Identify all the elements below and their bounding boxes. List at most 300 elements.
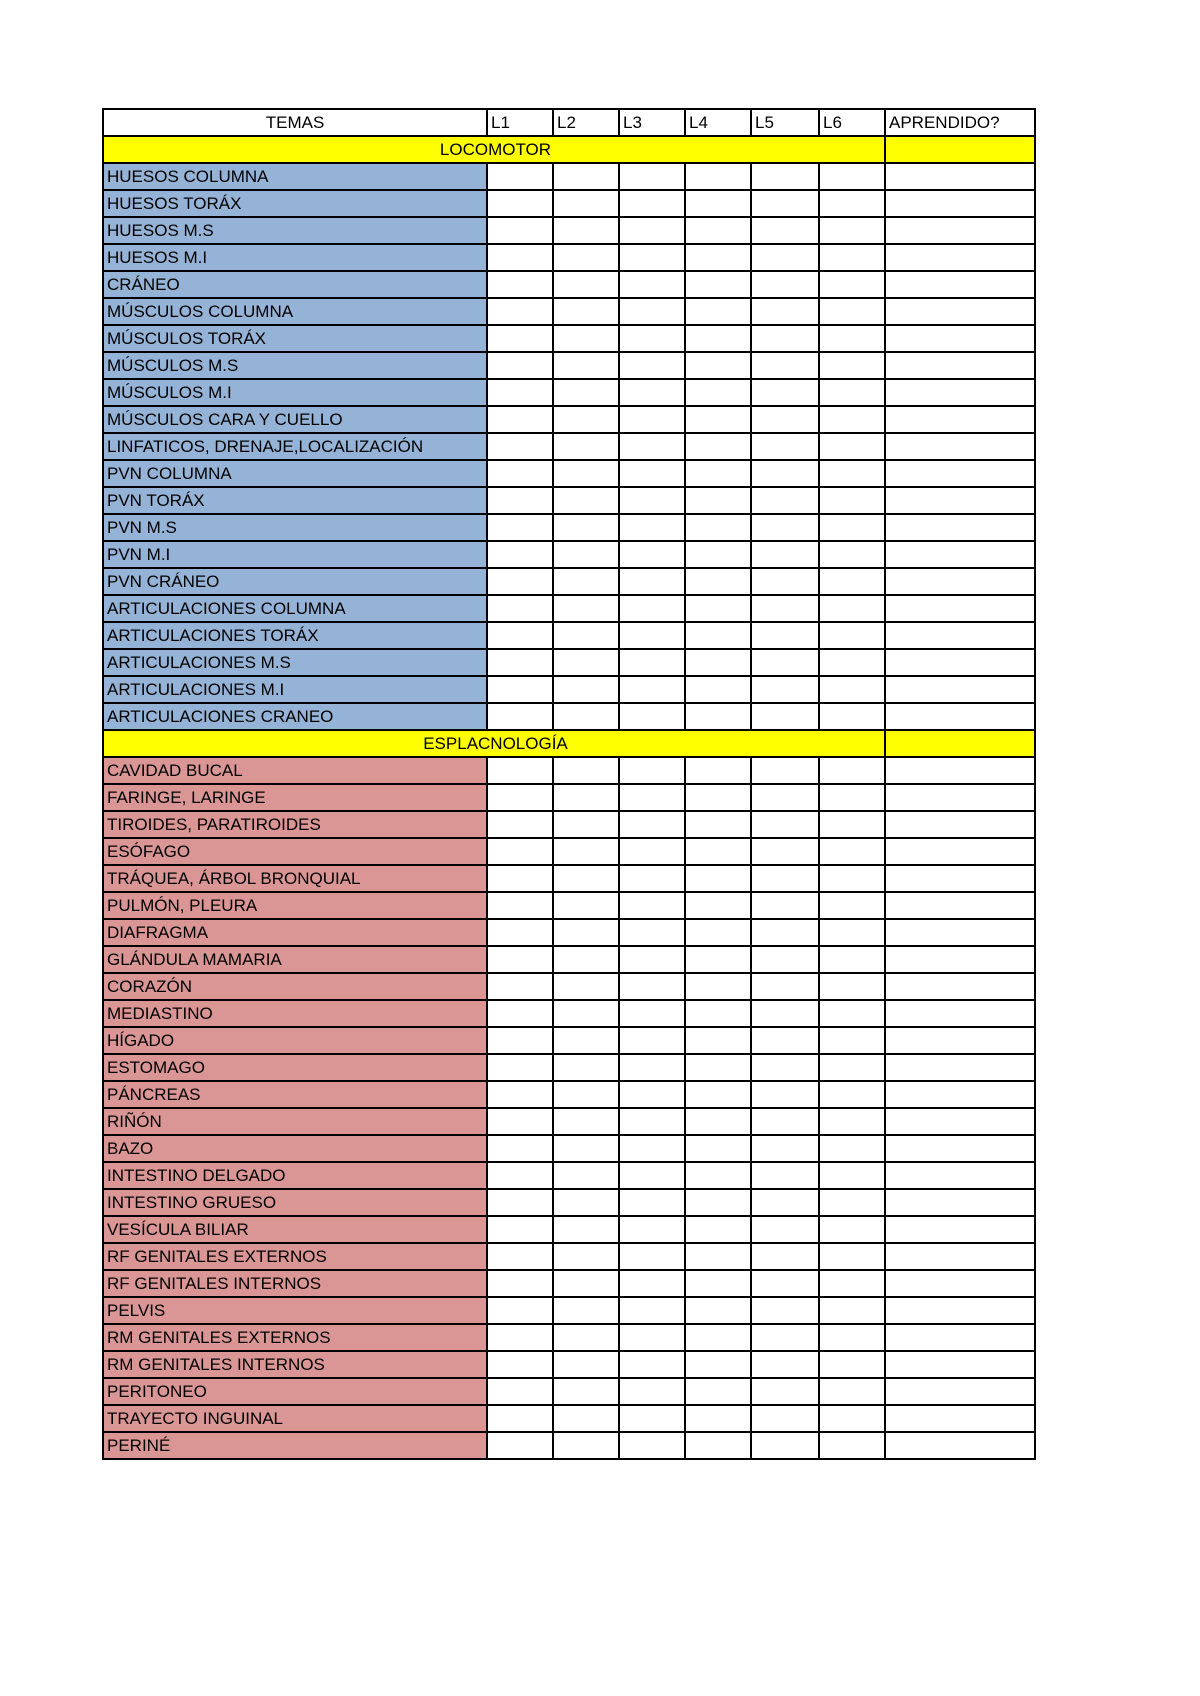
level-1-cell[interactable] <box>487 838 553 865</box>
level-2-cell[interactable] <box>553 784 619 811</box>
level-4-cell[interactable] <box>685 757 751 784</box>
level-1-cell[interactable] <box>487 217 553 244</box>
level-5-cell[interactable] <box>751 1162 819 1189</box>
level-3-cell[interactable] <box>619 1351 685 1378</box>
level-2-cell[interactable] <box>553 1351 619 1378</box>
level-3-cell[interactable] <box>619 568 685 595</box>
level-6-cell[interactable] <box>819 1108 885 1135</box>
level-3-cell[interactable] <box>619 1054 685 1081</box>
aprendido-cell[interactable] <box>885 1324 1035 1351</box>
aprendido-cell[interactable] <box>885 676 1035 703</box>
level-6-cell[interactable] <box>819 568 885 595</box>
level-3-cell[interactable] <box>619 217 685 244</box>
level-1-cell[interactable] <box>487 865 553 892</box>
level-6-cell[interactable] <box>819 1135 885 1162</box>
level-5-cell[interactable] <box>751 1135 819 1162</box>
level-2-cell[interactable] <box>553 865 619 892</box>
level-5-cell[interactable] <box>751 1216 819 1243</box>
level-5-cell[interactable] <box>751 676 819 703</box>
level-6-cell[interactable] <box>819 676 885 703</box>
aprendido-cell[interactable] <box>885 919 1035 946</box>
level-5-cell[interactable] <box>751 1324 819 1351</box>
level-1-cell[interactable] <box>487 1054 553 1081</box>
level-6-cell[interactable] <box>819 352 885 379</box>
aprendido-cell[interactable] <box>885 406 1035 433</box>
aprendido-cell[interactable] <box>885 1027 1035 1054</box>
level-1-cell[interactable] <box>487 271 553 298</box>
level-5-cell[interactable] <box>751 1000 819 1027</box>
level-5-cell[interactable] <box>751 703 819 730</box>
level-6-cell[interactable] <box>819 946 885 973</box>
level-6-cell[interactable] <box>819 487 885 514</box>
level-3-cell[interactable] <box>619 514 685 541</box>
level-4-cell[interactable] <box>685 1270 751 1297</box>
level-6-cell[interactable] <box>819 865 885 892</box>
aprendido-cell[interactable] <box>885 946 1035 973</box>
level-3-cell[interactable] <box>619 1270 685 1297</box>
level-6-cell[interactable] <box>819 1324 885 1351</box>
level-6-cell[interactable] <box>819 460 885 487</box>
level-3-cell[interactable] <box>619 946 685 973</box>
level-2-cell[interactable] <box>553 946 619 973</box>
level-2-cell[interactable] <box>553 244 619 271</box>
aprendido-cell[interactable] <box>885 973 1035 1000</box>
level-1-cell[interactable] <box>487 163 553 190</box>
aprendido-cell[interactable] <box>885 163 1035 190</box>
level-3-cell[interactable] <box>619 1000 685 1027</box>
level-1-cell[interactable] <box>487 622 553 649</box>
aprendido-cell[interactable] <box>885 352 1035 379</box>
level-6-cell[interactable] <box>819 919 885 946</box>
level-4-cell[interactable] <box>685 379 751 406</box>
aprendido-cell[interactable] <box>885 541 1035 568</box>
aprendido-cell[interactable] <box>885 865 1035 892</box>
level-2-cell[interactable] <box>553 1081 619 1108</box>
level-1-cell[interactable] <box>487 1378 553 1405</box>
level-4-cell[interactable] <box>685 703 751 730</box>
level-5-cell[interactable] <box>751 973 819 1000</box>
level-1-cell[interactable] <box>487 406 553 433</box>
level-1-cell[interactable] <box>487 1108 553 1135</box>
level-5-cell[interactable] <box>751 379 819 406</box>
level-5-cell[interactable] <box>751 163 819 190</box>
level-5-cell[interactable] <box>751 892 819 919</box>
level-4-cell[interactable] <box>685 784 751 811</box>
level-6-cell[interactable] <box>819 1000 885 1027</box>
level-4-cell[interactable] <box>685 1108 751 1135</box>
level-3-cell[interactable] <box>619 757 685 784</box>
level-4-cell[interactable] <box>685 460 751 487</box>
aprendido-cell[interactable] <box>885 217 1035 244</box>
aprendido-cell[interactable] <box>885 460 1035 487</box>
level-3-cell[interactable] <box>619 163 685 190</box>
level-2-cell[interactable] <box>553 1108 619 1135</box>
level-4-cell[interactable] <box>685 190 751 217</box>
level-2-cell[interactable] <box>553 487 619 514</box>
level-3-cell[interactable] <box>619 298 685 325</box>
level-1-cell[interactable] <box>487 946 553 973</box>
level-3-cell[interactable] <box>619 622 685 649</box>
level-6-cell[interactable] <box>819 217 885 244</box>
level-5-cell[interactable] <box>751 649 819 676</box>
level-3-cell[interactable] <box>619 1297 685 1324</box>
level-1-cell[interactable] <box>487 460 553 487</box>
level-4-cell[interactable] <box>685 406 751 433</box>
aprendido-cell[interactable] <box>885 487 1035 514</box>
level-2-cell[interactable] <box>553 1297 619 1324</box>
level-2-cell[interactable] <box>553 892 619 919</box>
level-3-cell[interactable] <box>619 892 685 919</box>
level-1-cell[interactable] <box>487 1135 553 1162</box>
level-1-cell[interactable] <box>487 1000 553 1027</box>
level-6-cell[interactable] <box>819 325 885 352</box>
level-3-cell[interactable] <box>619 1432 685 1459</box>
level-6-cell[interactable] <box>819 892 885 919</box>
level-4-cell[interactable] <box>685 1378 751 1405</box>
level-5-cell[interactable] <box>751 190 819 217</box>
level-5-cell[interactable] <box>751 433 819 460</box>
level-1-cell[interactable] <box>487 973 553 1000</box>
level-4-cell[interactable] <box>685 1351 751 1378</box>
level-1-cell[interactable] <box>487 379 553 406</box>
level-1-cell[interactable] <box>487 892 553 919</box>
level-3-cell[interactable] <box>619 784 685 811</box>
level-6-cell[interactable] <box>819 379 885 406</box>
level-1-cell[interactable] <box>487 190 553 217</box>
level-1-cell[interactable] <box>487 487 553 514</box>
level-5-cell[interactable] <box>751 595 819 622</box>
level-2-cell[interactable] <box>553 379 619 406</box>
aprendido-cell[interactable] <box>885 379 1035 406</box>
level-4-cell[interactable] <box>685 1081 751 1108</box>
level-5-cell[interactable] <box>751 1054 819 1081</box>
level-4-cell[interactable] <box>685 946 751 973</box>
level-1-cell[interactable] <box>487 1216 553 1243</box>
level-6-cell[interactable] <box>819 1378 885 1405</box>
aprendido-cell[interactable] <box>885 811 1035 838</box>
level-5-cell[interactable] <box>751 1378 819 1405</box>
level-5-cell[interactable] <box>751 1270 819 1297</box>
level-5-cell[interactable] <box>751 514 819 541</box>
level-5-cell[interactable] <box>751 352 819 379</box>
level-4-cell[interactable] <box>685 1405 751 1432</box>
level-2-cell[interactable] <box>553 406 619 433</box>
level-2-cell[interactable] <box>553 703 619 730</box>
aprendido-cell[interactable] <box>885 1189 1035 1216</box>
aprendido-cell[interactable] <box>885 271 1035 298</box>
level-5-cell[interactable] <box>751 1297 819 1324</box>
level-2-cell[interactable] <box>553 190 619 217</box>
level-5-cell[interactable] <box>751 271 819 298</box>
level-5-cell[interactable] <box>751 865 819 892</box>
level-4-cell[interactable] <box>685 1135 751 1162</box>
level-4-cell[interactable] <box>685 271 751 298</box>
aprendido-cell[interactable] <box>885 1108 1035 1135</box>
level-2-cell[interactable] <box>553 1000 619 1027</box>
aprendido-cell[interactable] <box>885 190 1035 217</box>
level-1-cell[interactable] <box>487 568 553 595</box>
level-6-cell[interactable] <box>819 406 885 433</box>
aprendido-cell[interactable] <box>885 622 1035 649</box>
level-3-cell[interactable] <box>619 838 685 865</box>
level-3-cell[interactable] <box>619 379 685 406</box>
level-4-cell[interactable] <box>685 622 751 649</box>
aprendido-cell[interactable] <box>885 1270 1035 1297</box>
level-1-cell[interactable] <box>487 352 553 379</box>
level-4-cell[interactable] <box>685 676 751 703</box>
level-3-cell[interactable] <box>619 244 685 271</box>
aprendido-cell[interactable] <box>885 1243 1035 1270</box>
level-1-cell[interactable] <box>487 541 553 568</box>
level-3-cell[interactable] <box>619 1324 685 1351</box>
aprendido-cell[interactable] <box>885 1351 1035 1378</box>
aprendido-cell[interactable] <box>885 1378 1035 1405</box>
level-1-cell[interactable] <box>487 649 553 676</box>
level-1-cell[interactable] <box>487 1162 553 1189</box>
level-3-cell[interactable] <box>619 460 685 487</box>
level-5-cell[interactable] <box>751 568 819 595</box>
level-4-cell[interactable] <box>685 325 751 352</box>
level-3-cell[interactable] <box>619 190 685 217</box>
level-3-cell[interactable] <box>619 919 685 946</box>
level-4-cell[interactable] <box>685 1297 751 1324</box>
level-1-cell[interactable] <box>487 595 553 622</box>
level-4-cell[interactable] <box>685 892 751 919</box>
level-5-cell[interactable] <box>751 325 819 352</box>
level-6-cell[interactable] <box>819 1270 885 1297</box>
level-4-cell[interactable] <box>685 1324 751 1351</box>
level-1-cell[interactable] <box>487 1297 553 1324</box>
aprendido-cell[interactable] <box>885 514 1035 541</box>
level-2-cell[interactable] <box>553 757 619 784</box>
level-2-cell[interactable] <box>553 352 619 379</box>
level-1-cell[interactable] <box>487 433 553 460</box>
level-3-cell[interactable] <box>619 1027 685 1054</box>
level-3-cell[interactable] <box>619 811 685 838</box>
level-6-cell[interactable] <box>819 433 885 460</box>
level-6-cell[interactable] <box>819 190 885 217</box>
level-5-cell[interactable] <box>751 622 819 649</box>
level-5-cell[interactable] <box>751 1405 819 1432</box>
level-3-cell[interactable] <box>619 433 685 460</box>
level-6-cell[interactable] <box>819 1351 885 1378</box>
level-5-cell[interactable] <box>751 487 819 514</box>
level-1-cell[interactable] <box>487 919 553 946</box>
level-1-cell[interactable] <box>487 1270 553 1297</box>
level-4-cell[interactable] <box>685 595 751 622</box>
level-4-cell[interactable] <box>685 244 751 271</box>
level-2-cell[interactable] <box>553 1027 619 1054</box>
level-1-cell[interactable] <box>487 1324 553 1351</box>
level-3-cell[interactable] <box>619 973 685 1000</box>
level-4-cell[interactable] <box>685 352 751 379</box>
level-1-cell[interactable] <box>487 1351 553 1378</box>
level-2-cell[interactable] <box>553 1162 619 1189</box>
aprendido-cell[interactable] <box>885 757 1035 784</box>
level-5-cell[interactable] <box>751 1351 819 1378</box>
level-3-cell[interactable] <box>619 1135 685 1162</box>
level-3-cell[interactable] <box>619 1378 685 1405</box>
level-1-cell[interactable] <box>487 1081 553 1108</box>
level-6-cell[interactable] <box>819 244 885 271</box>
level-2-cell[interactable] <box>553 838 619 865</box>
level-2-cell[interactable] <box>553 649 619 676</box>
aprendido-cell[interactable] <box>885 1162 1035 1189</box>
level-3-cell[interactable] <box>619 649 685 676</box>
level-5-cell[interactable] <box>751 946 819 973</box>
level-6-cell[interactable] <box>819 1243 885 1270</box>
level-2-cell[interactable] <box>553 271 619 298</box>
level-1-cell[interactable] <box>487 811 553 838</box>
level-6-cell[interactable] <box>819 757 885 784</box>
level-6-cell[interactable] <box>819 649 885 676</box>
aprendido-cell[interactable] <box>885 1297 1035 1324</box>
level-1-cell[interactable] <box>487 244 553 271</box>
level-6-cell[interactable] <box>819 1432 885 1459</box>
level-5-cell[interactable] <box>751 406 819 433</box>
level-3-cell[interactable] <box>619 1162 685 1189</box>
level-2-cell[interactable] <box>553 1378 619 1405</box>
level-6-cell[interactable] <box>819 1297 885 1324</box>
level-5-cell[interactable] <box>751 460 819 487</box>
level-5-cell[interactable] <box>751 217 819 244</box>
level-3-cell[interactable] <box>619 1405 685 1432</box>
level-2-cell[interactable] <box>553 568 619 595</box>
level-2-cell[interactable] <box>553 1054 619 1081</box>
level-1-cell[interactable] <box>487 1243 553 1270</box>
aprendido-cell[interactable] <box>885 298 1035 325</box>
level-4-cell[interactable] <box>685 514 751 541</box>
level-4-cell[interactable] <box>685 487 751 514</box>
level-2-cell[interactable] <box>553 514 619 541</box>
level-3-cell[interactable] <box>619 865 685 892</box>
level-2-cell[interactable] <box>553 1270 619 1297</box>
level-6-cell[interactable] <box>819 784 885 811</box>
level-2-cell[interactable] <box>553 1216 619 1243</box>
level-2-cell[interactable] <box>553 973 619 1000</box>
level-3-cell[interactable] <box>619 325 685 352</box>
level-1-cell[interactable] <box>487 514 553 541</box>
aprendido-cell[interactable] <box>885 1054 1035 1081</box>
level-5-cell[interactable] <box>751 1243 819 1270</box>
level-6-cell[interactable] <box>819 298 885 325</box>
level-6-cell[interactable] <box>819 622 885 649</box>
level-2-cell[interactable] <box>553 1324 619 1351</box>
aprendido-cell[interactable] <box>885 1432 1035 1459</box>
level-2-cell[interactable] <box>553 1432 619 1459</box>
level-6-cell[interactable] <box>819 1216 885 1243</box>
level-4-cell[interactable] <box>685 568 751 595</box>
aprendido-cell[interactable] <box>885 433 1035 460</box>
level-3-cell[interactable] <box>619 487 685 514</box>
level-4-cell[interactable] <box>685 1243 751 1270</box>
level-6-cell[interactable] <box>819 703 885 730</box>
aprendido-cell[interactable] <box>885 838 1035 865</box>
level-2-cell[interactable] <box>553 1135 619 1162</box>
level-2-cell[interactable] <box>553 676 619 703</box>
level-3-cell[interactable] <box>619 1108 685 1135</box>
aprendido-cell[interactable] <box>885 1135 1035 1162</box>
aprendido-cell[interactable] <box>885 892 1035 919</box>
level-4-cell[interactable] <box>685 838 751 865</box>
level-3-cell[interactable] <box>619 595 685 622</box>
level-2-cell[interactable] <box>553 1405 619 1432</box>
level-4-cell[interactable] <box>685 865 751 892</box>
level-5-cell[interactable] <box>751 1027 819 1054</box>
level-6-cell[interactable] <box>819 1405 885 1432</box>
level-6-cell[interactable] <box>819 973 885 1000</box>
level-6-cell[interactable] <box>819 1054 885 1081</box>
level-4-cell[interactable] <box>685 1027 751 1054</box>
level-3-cell[interactable] <box>619 271 685 298</box>
level-3-cell[interactable] <box>619 1216 685 1243</box>
aprendido-cell[interactable] <box>885 784 1035 811</box>
level-6-cell[interactable] <box>819 541 885 568</box>
level-3-cell[interactable] <box>619 1243 685 1270</box>
aprendido-cell[interactable] <box>885 1405 1035 1432</box>
level-2-cell[interactable] <box>553 541 619 568</box>
level-6-cell[interactable] <box>819 1081 885 1108</box>
level-5-cell[interactable] <box>751 919 819 946</box>
level-2-cell[interactable] <box>553 460 619 487</box>
level-5-cell[interactable] <box>751 541 819 568</box>
level-1-cell[interactable] <box>487 757 553 784</box>
level-5-cell[interactable] <box>751 244 819 271</box>
level-1-cell[interactable] <box>487 1189 553 1216</box>
aprendido-cell[interactable] <box>885 325 1035 352</box>
level-3-cell[interactable] <box>619 541 685 568</box>
level-6-cell[interactable] <box>819 1189 885 1216</box>
level-2-cell[interactable] <box>553 595 619 622</box>
level-6-cell[interactable] <box>819 811 885 838</box>
aprendido-cell[interactable] <box>885 244 1035 271</box>
level-2-cell[interactable] <box>553 163 619 190</box>
level-2-cell[interactable] <box>553 433 619 460</box>
level-5-cell[interactable] <box>751 784 819 811</box>
level-4-cell[interactable] <box>685 1162 751 1189</box>
level-4-cell[interactable] <box>685 973 751 1000</box>
level-6-cell[interactable] <box>819 271 885 298</box>
aprendido-cell[interactable] <box>885 1081 1035 1108</box>
level-4-cell[interactable] <box>685 1432 751 1459</box>
level-6-cell[interactable] <box>819 163 885 190</box>
level-2-cell[interactable] <box>553 298 619 325</box>
level-5-cell[interactable] <box>751 1432 819 1459</box>
level-4-cell[interactable] <box>685 1000 751 1027</box>
level-6-cell[interactable] <box>819 514 885 541</box>
level-1-cell[interactable] <box>487 784 553 811</box>
level-1-cell[interactable] <box>487 1405 553 1432</box>
level-4-cell[interactable] <box>685 811 751 838</box>
level-4-cell[interactable] <box>685 217 751 244</box>
level-2-cell[interactable] <box>553 217 619 244</box>
level-5-cell[interactable] <box>751 1108 819 1135</box>
level-1-cell[interactable] <box>487 298 553 325</box>
level-4-cell[interactable] <box>685 1054 751 1081</box>
level-4-cell[interactable] <box>685 433 751 460</box>
level-6-cell[interactable] <box>819 838 885 865</box>
level-4-cell[interactable] <box>685 163 751 190</box>
level-3-cell[interactable] <box>619 676 685 703</box>
level-2-cell[interactable] <box>553 1243 619 1270</box>
level-4-cell[interactable] <box>685 541 751 568</box>
level-6-cell[interactable] <box>819 1027 885 1054</box>
aprendido-cell[interactable] <box>885 703 1035 730</box>
aprendido-cell[interactable] <box>885 649 1035 676</box>
level-3-cell[interactable] <box>619 352 685 379</box>
level-3-cell[interactable] <box>619 703 685 730</box>
level-2-cell[interactable] <box>553 1189 619 1216</box>
